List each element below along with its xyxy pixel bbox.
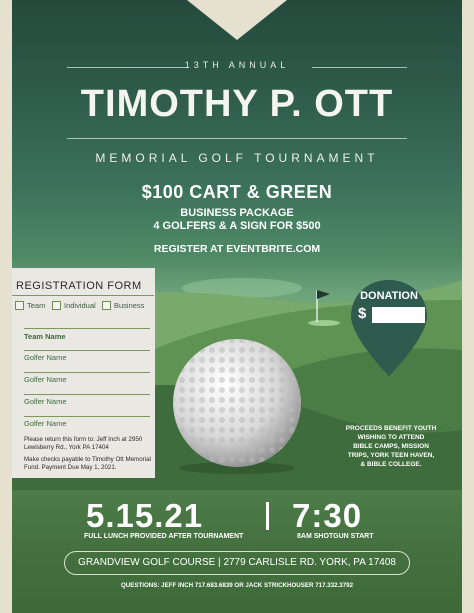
offer-headline: $100 CART & GREEN (141, 182, 333, 202)
team-name-line[interactable] (24, 328, 150, 329)
golfer-name-label: Golfer Name (24, 419, 67, 428)
proceeds-line-3: BIBLE CAMPS, MISSION (353, 443, 429, 450)
team-name-label: Team Name (24, 332, 66, 341)
package-line-1: BUSINESS PACKAGE (180, 207, 294, 219)
team-checkbox[interactable] (15, 301, 24, 310)
proceeds-line-4: TRIPS, YORK TEEN HAVEN, (347, 452, 435, 459)
event-date: 5.15.21 (86, 497, 204, 534)
divider-middle (67, 138, 407, 139)
tournament-name: TIMOTHY P. OTT (80, 83, 394, 125)
golfer-line-3[interactable] (24, 394, 150, 395)
donation-currency: $ (358, 305, 367, 322)
register-link[interactable]: REGISTER AT EVENTBRITE.COM (153, 243, 321, 255)
option-business[interactable] (102, 301, 144, 310)
return-note: Please return this form to: Jeff Inch at 2950 Lewisberry Rd., York PA 17404 (24, 436, 143, 451)
contact-questions: QUESTIONS: JEFF INCH 717.683.6839 OR JACK STRICKHOUSER 717.332.3792 (120, 582, 354, 589)
registration-form-title: REGISTRATION FORM (16, 280, 142, 292)
golfer-name-label: Golfer Name (24, 375, 67, 384)
form-divider (12, 295, 154, 296)
option-team[interactable] (15, 301, 45, 310)
start-note: 8AM SHOTGUN START (297, 533, 374, 540)
date-time-separator (266, 502, 269, 530)
lunch-note: FULL LUNCH PROVIDED AFTER TOURNAMENT (84, 533, 244, 540)
business-package (12, 207, 462, 233)
golfer-line-4[interactable] (24, 416, 150, 417)
payment-note: Make checks payable to Timothy Ott Memorial Fund. Payment Due May 1, 2021. (24, 456, 151, 471)
proceeds-line-5: & BIBLE COLLEGE. (360, 461, 422, 468)
option-individual[interactable] (52, 301, 96, 310)
option-team-label: Team (27, 301, 46, 310)
venue-address: GRANDVIEW GOLF COURSE | 2779 CARLISLE RD. YORK, PA 17408 (64, 551, 410, 575)
proceeds-line-2: WISHING TO ATTEND (357, 434, 425, 441)
golfer-name-label: Golfer Name (24, 397, 67, 406)
golfer-name-label: Golfer Name (24, 353, 67, 362)
registration-form (12, 268, 155, 478)
annual-label: 13TH ANNUAL (184, 60, 290, 70)
option-business-label: Business (114, 301, 145, 310)
individual-checkbox[interactable] (52, 301, 61, 310)
golf-ball-image (167, 335, 307, 475)
donation-amount-field[interactable] (372, 307, 425, 323)
golfer-line-2[interactable] (24, 372, 150, 373)
top-notch (187, 0, 287, 40)
proceeds-note (332, 424, 450, 469)
flyer-poster (12, 0, 462, 613)
golfer-line-1[interactable] (24, 350, 150, 351)
business-checkbox[interactable] (102, 301, 111, 310)
divider-right (312, 67, 407, 68)
proceeds-line-1: PROCEEDS BENEFIT YOUTH (345, 425, 437, 432)
package-line-2: 4 GOLFERS & A SIGN FOR $500 (153, 220, 321, 232)
donation-label: DONATION (360, 290, 418, 302)
option-individual-label: Individual (64, 301, 96, 310)
event-time: 7:30 (292, 497, 363, 534)
tournament-subtitle: MEMORIAL GOLF TOURNAMENT (95, 151, 379, 165)
